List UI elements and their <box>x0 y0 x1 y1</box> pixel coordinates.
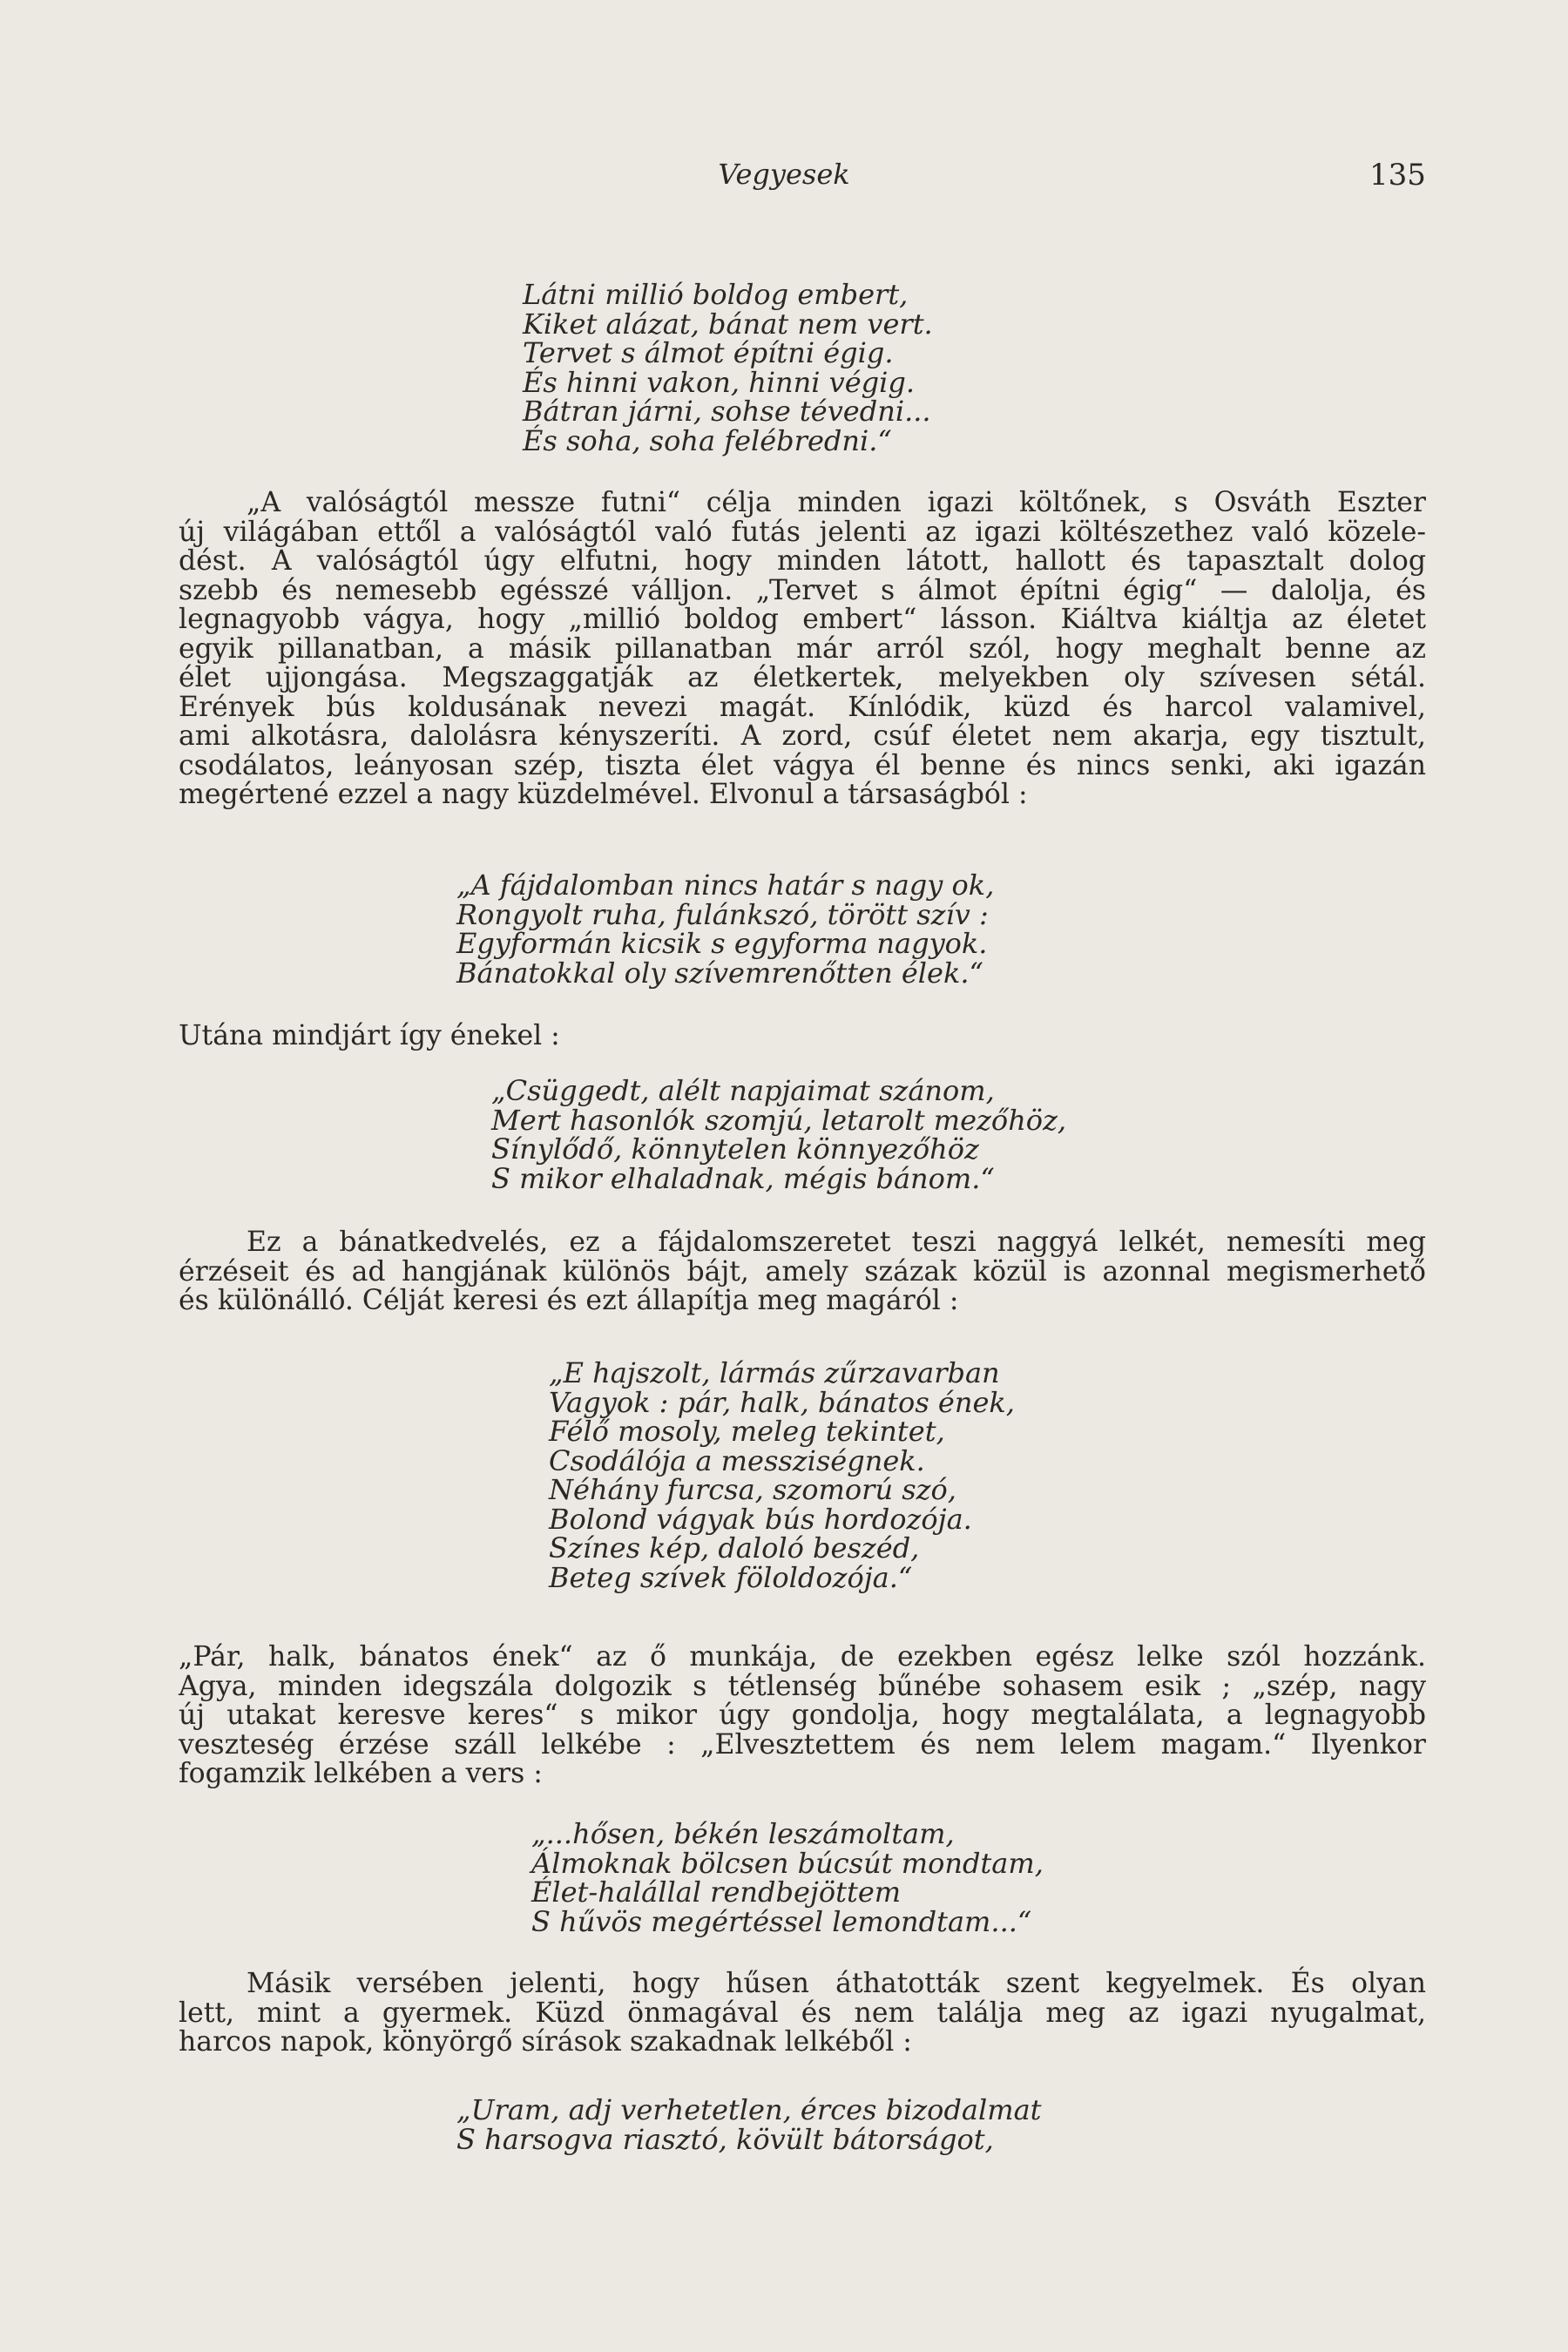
poem-line: Bolond vágyak bús hordozója. <box>549 1502 972 1536</box>
poem-line: Sínylődő, könnytelen könnyezőhöz <box>491 1132 979 1166</box>
text-line: veszteség érzése száll lelkébe : „Elvesztettem és nem lelem magam.“ Ilyenkor <box>179 1728 1426 1761</box>
poem-line: „A fájdalomban nincs határ s nagy ok, <box>456 868 995 902</box>
poem-line: „Csüggedt, alélt napjaimat szánom, <box>491 1074 995 1107</box>
poem-line: Vagyok : pár, halk, bánatos ének, <box>549 1385 1015 1419</box>
poem-line: Látni millió boldog embert, <box>523 278 909 311</box>
text-line: Ez a bánatkedvelés, ez a fájdalomszeretet teszi naggyá lelkét, nemesíti meg <box>247 1227 1426 1258</box>
text-line: élet ujjongása. Megszaggatják az életkertek, melyekben oly szívesen sétál. <box>179 662 1426 693</box>
text-line: és különálló. Célját keresi és ezt állapítja meg magáról : <box>179 1285 959 1316</box>
poem-line: Néhány furcsa, szomorú szó, <box>549 1473 956 1506</box>
poem-line: Félő mosoly, meleg tekintet, <box>549 1415 945 1448</box>
poem-stanza-4 <box>549 1356 1015 1594</box>
poem-line: „...hősen, békén leszámoltam, <box>531 1817 955 1850</box>
poem-line: Csodálója a messziségnek. <box>549 1443 925 1477</box>
text-line: érzéseit és ad hangjának különös bájt, amely százak közül is azonnal megismerhető <box>179 1255 1426 1288</box>
poem-line: És hinni vakon, hinni végig. <box>523 365 916 399</box>
paragraph-4 <box>179 1970 1426 2058</box>
text-line: megértené ezzel a nagy küzdelmével. Elvonul a társaságból : <box>179 779 1028 810</box>
poem-stanza-6 <box>456 2093 1042 2156</box>
poem-stanza-5 <box>531 1817 1044 1938</box>
text-line: lett, mint a gyermek. Küzd önmagával és nem találja meg az igazi nyugalmat, <box>179 1997 1426 2029</box>
poem-line: Bánatokkal oly szívemrenőtten élek.“ <box>456 956 983 990</box>
poem-line: És soha, soha felébredni.“ <box>523 423 892 457</box>
paragraph-1 <box>179 489 1426 810</box>
poem-line: S hűvös megértéssel lemondtam...“ <box>531 1904 1032 1938</box>
poem-line: S mikor elhaladnak, mégis bánom.“ <box>491 1161 995 1195</box>
running-header-title: Vegyesek <box>718 158 850 191</box>
poem-stanza-3 <box>491 1074 1067 1195</box>
poem-stanza-2 <box>456 868 995 990</box>
text-line: fogamzik lelkében a vers : <box>179 1758 543 1789</box>
text-line: új világában ettől a valóságtól való futás jelenti az igazi költészethez való közele- <box>179 516 1426 548</box>
text-line: harcos napok, könyörgő sírások szakadnak lelkéből : <box>179 2026 912 2058</box>
paragraph-2 <box>179 1228 1426 1316</box>
poem-line: „Uram, adj verhetetlen, érces bizodalmat <box>456 2093 1042 2126</box>
text-line: „A valóságtól messze futni“ célja minden igazi költőnek, s Osváth Eszter <box>247 487 1426 518</box>
text-line: Erények bús koldusának nevezi magát. Kínlódik, küzd és harcol valamivel, <box>179 691 1426 723</box>
text-line: csodálatos, leányosan szép, tiszta élet vágya él benne és nincs senki, aki igazán <box>179 749 1426 781</box>
text-line: szebb és nemesebb egésszé válljon. „Tervet s álmot építni égig“ — dalolja, és <box>179 574 1426 606</box>
text-line: új utakat keresve keres“ s mikor úgy gondolja, hogy megtalálata, a legnagyobb <box>179 1700 1426 1731</box>
poem-line: Egyformán kicsik s egyforma nagyok. <box>456 927 988 960</box>
poem-line: „E hajszolt, lármás zűrzavarban <box>549 1356 1000 1389</box>
poem-line: Álmoknak bölcsen búcsút mondtam, <box>531 1846 1044 1880</box>
poem-line: Kiket alázat, bánat nem vert. <box>523 307 933 341</box>
poem-line: Mert hasonlók szomjú, letarolt mezőhöz, <box>491 1103 1067 1137</box>
paragraph-3 <box>179 1643 1426 1789</box>
poem-line: Tervet s álmot építni égig. <box>523 336 894 369</box>
text-line: legnagyobb vágya, hogy „millió boldog embert“ lásson. Kiáltva kiáltja az életet <box>179 604 1426 635</box>
poem-line: S harsogva riasztó, kövült bátorságot, <box>456 2122 994 2156</box>
poem-line: Bátran járni, sohse tévedni... <box>523 395 931 428</box>
text-line: dést. A valóságtól úgy elfutni, hogy minden látott, hallott és tapasztalt dolog <box>179 545 1426 577</box>
page-number: 135 <box>1369 158 1426 193</box>
poem-stanza-1 <box>523 280 933 456</box>
text-line: Másik versében jelenti, hogy hűsen áthatották szent kegyelmek. És olyan <box>247 1968 1426 1999</box>
poem-line: Rongyolt ruha, fulánkszó, törött szív : <box>456 897 989 931</box>
text-line: „Pár, halk, bánatos ének“ az ő munkája, de ezekben egész lelke szól hozzánk. <box>179 1641 1426 1673</box>
transition-line: Utána mindjárt így énekel : <box>179 1020 560 1051</box>
text-line: Agya, minden idegszála dolgozik s tétlenség bűnébe sohasem esik ; „szép, nagy <box>179 1670 1426 1702</box>
poem-line: Élet-halállal rendbejöttem <box>531 1876 902 1909</box>
text-line: egyik pillanatban, a másik pillanatban már arról szól, hogy meghalt benne az <box>179 632 1426 665</box>
poem-line: Beteg szívek föloldozója.“ <box>549 1560 913 1594</box>
text-line: ami alkotásra, dalolásra kényszeríti. A zord, csúf életet nem akarja, egy tisztult, <box>179 720 1426 752</box>
poem-line: Színes kép, daloló beszéd, <box>549 1531 920 1565</box>
